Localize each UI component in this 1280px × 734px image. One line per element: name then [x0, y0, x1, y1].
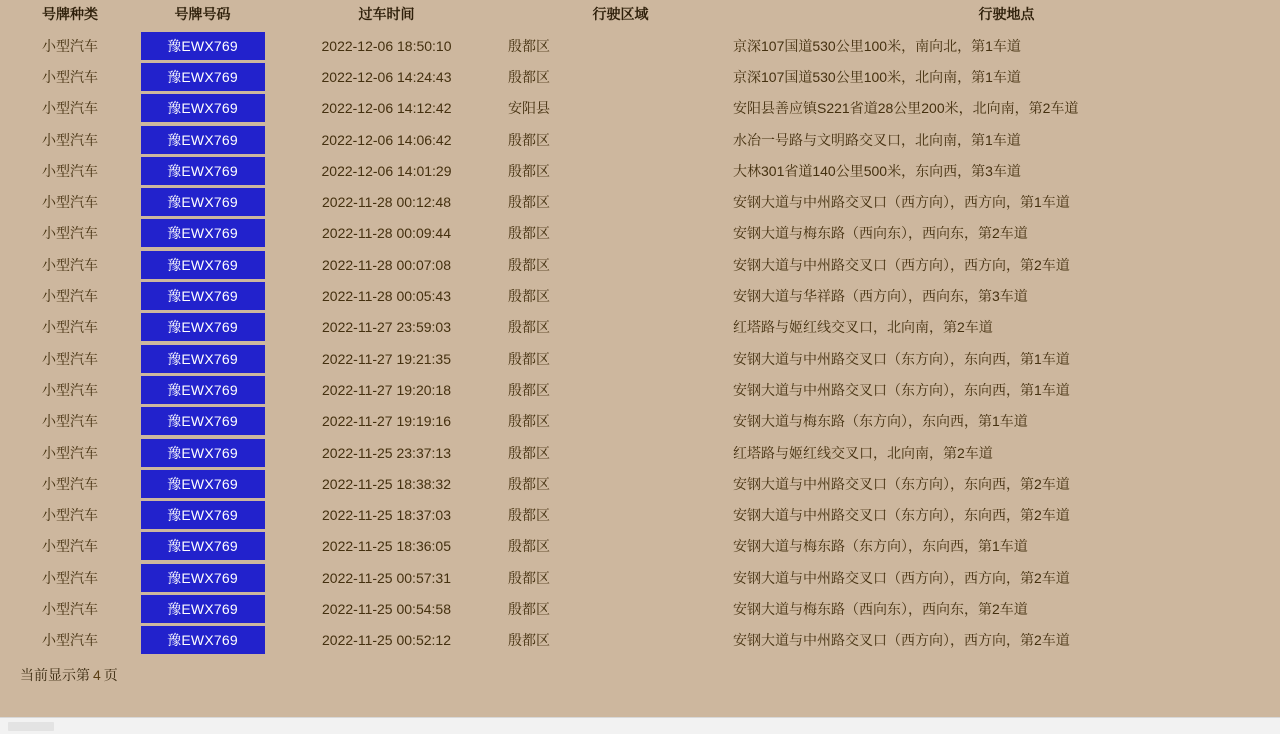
- plate-badge[interactable]: 豫EWX769: [141, 501, 265, 529]
- table-row[interactable]: [0, 499, 1280, 530]
- cell-plate-number: [140, 531, 265, 562]
- table-row[interactable]: [0, 124, 1280, 155]
- cell-pass-time: 2022-11-25 00:54:58: [322, 600, 451, 617]
- column-header-driving-area: 行驶区域: [592, 6, 649, 22]
- cell-driving-area: 殷都区: [508, 507, 550, 524]
- column-header-plate-type: 号牌种类: [42, 6, 98, 22]
- cell-pass-time: 2022-11-27 19:19:16: [322, 413, 451, 430]
- cell-pass-time: 2022-11-27 23:59:03: [322, 319, 451, 336]
- cell-plate-type: 小型汽车: [42, 538, 98, 555]
- table-row[interactable]: [0, 312, 1280, 343]
- table-row[interactable]: [0, 249, 1280, 280]
- cell-driving-area: 殷都区: [508, 413, 550, 430]
- cell-plate-type: 小型汽车: [42, 162, 98, 179]
- table-row[interactable]: [0, 93, 1280, 124]
- cell-plate-number: [140, 374, 265, 405]
- cell-plate-number: [140, 155, 265, 186]
- bottom-taskbar-strip: [0, 717, 1280, 734]
- cell-driving-area: 殷都区: [508, 68, 550, 85]
- cell-plate-type: 小型汽车: [42, 225, 98, 242]
- cell-plate-type: 小型汽车: [42, 288, 98, 305]
- table-row[interactable]: [0, 186, 1280, 217]
- cell-driving-place: 红塔路与姬红线交叉口，北向南，第2车道: [733, 444, 993, 461]
- cell-plate-number: [140, 218, 265, 249]
- cell-driving-place: 安阳县善应镇S221省道28公里200米，北向南，第2车道: [733, 100, 1079, 117]
- cell-driving-place: 安钢大道与梅东路（东方向），东向西，第1车道: [733, 538, 1028, 555]
- table-row[interactable]: [0, 343, 1280, 374]
- cell-plate-number: [140, 593, 265, 624]
- cell-driving-area: 殷都区: [508, 319, 550, 336]
- cell-driving-place: 安钢大道与中州路交叉口（西方向），西方向，第2车道: [733, 256, 1070, 273]
- table-row[interactable]: [0, 218, 1280, 249]
- cell-driving-place: 安钢大道与梅东路（西向东），西向东，第2车道: [733, 600, 1028, 617]
- table-row[interactable]: [0, 625, 1280, 656]
- cell-driving-area: 殷都区: [508, 162, 550, 179]
- cell-plate-number: [140, 499, 265, 530]
- cell-driving-area: 殷都区: [508, 632, 550, 649]
- plate-badge[interactable]: 豫EWX769: [141, 219, 265, 247]
- plate-badge[interactable]: 豫EWX769: [141, 157, 265, 185]
- cell-plate-type: 小型汽车: [42, 475, 98, 492]
- cell-pass-time: 2022-12-06 18:50:10: [321, 37, 452, 54]
- cell-driving-place: 安钢大道与华祥路（西方向），西向东，第3车道: [733, 288, 1028, 305]
- cell-plate-number: [140, 562, 265, 593]
- cell-plate-number: [140, 249, 265, 280]
- table-header: [0, 0, 1280, 30]
- plate-badge[interactable]: 豫EWX769: [141, 626, 265, 654]
- cell-plate-number: [140, 406, 265, 437]
- cell-driving-area: 殷都区: [508, 569, 550, 586]
- plate-badge[interactable]: 豫EWX769: [141, 126, 265, 154]
- taskbar-item-placeholder[interactable]: [8, 722, 54, 731]
- pagination-suffix: 页: [103, 666, 118, 683]
- cell-pass-time: 2022-11-27 19:21:35: [322, 350, 451, 367]
- cell-pass-time: 2022-11-25 00:52:12: [322, 632, 451, 649]
- cell-plate-type: 小型汽车: [42, 381, 98, 398]
- cell-driving-place: 京深107国道530公里100米，南向北，第1车道: [733, 37, 1021, 54]
- cell-driving-area: 殷都区: [508, 131, 550, 148]
- cell-plate-type: 小型汽车: [42, 100, 98, 117]
- cell-driving-area: 殷都区: [508, 381, 550, 398]
- cell-driving-area: 殷都区: [508, 288, 550, 305]
- cell-driving-area: 殷都区: [508, 538, 550, 555]
- plate-badge[interactable]: 豫EWX769: [141, 407, 265, 435]
- cell-pass-time: 2022-11-25 18:36:05: [322, 538, 451, 555]
- cell-driving-place: 安钢大道与梅东路（西向东），西向东，第2车道: [733, 225, 1028, 242]
- cell-pass-time: 2022-11-25 18:38:32: [322, 475, 451, 492]
- table-row[interactable]: [0, 280, 1280, 311]
- plate-badge[interactable]: 豫EWX769: [141, 532, 265, 560]
- cell-driving-area: 殷都区: [508, 475, 550, 492]
- table-row[interactable]: [0, 61, 1280, 92]
- table-row[interactable]: [0, 406, 1280, 437]
- cell-driving-place: 红塔路与姬红线交叉口，北向南，第2车道: [733, 319, 993, 336]
- table-row[interactable]: [0, 437, 1280, 468]
- cell-plate-number: [140, 312, 265, 343]
- pagination-prefix: 当前显示第: [20, 666, 90, 683]
- table-header-row: [0, 0, 1280, 30]
- cell-plate-number: [140, 468, 265, 499]
- cell-pass-time: 2022-12-06 14:24:43: [321, 68, 452, 85]
- cell-driving-area: 殷都区: [508, 600, 550, 617]
- cell-driving-place: 水冶一号路与文明路交叉口，北向南，第1车道: [733, 131, 1021, 148]
- cell-pass-time: 2022-11-28 00:07:08: [322, 256, 451, 273]
- table-row[interactable]: [0, 374, 1280, 405]
- plate-badge[interactable]: 豫EWX769: [141, 188, 265, 216]
- cell-plate-number: [140, 61, 265, 92]
- cell-driving-place: 安钢大道与中州路交叉口（西方向），西方向，第1车道: [733, 194, 1070, 211]
- table-row[interactable]: [0, 468, 1280, 499]
- plate-badge[interactable]: 豫EWX769: [141, 251, 265, 279]
- table-row[interactable]: [0, 562, 1280, 593]
- table-body: [0, 30, 1280, 656]
- cell-plate-type: 小型汽车: [42, 194, 98, 211]
- cell-driving-place: 安钢大道与中州路交叉口（东方向），东向西，第2车道: [733, 507, 1070, 524]
- cell-plate-type: 小型汽车: [42, 256, 98, 273]
- table-row[interactable]: [0, 30, 1280, 61]
- plate-badge[interactable]: 豫EWX769: [141, 345, 265, 373]
- table-row[interactable]: [0, 593, 1280, 624]
- plate-badge[interactable]: 豫EWX769: [141, 376, 265, 404]
- cell-plate-type: 小型汽车: [42, 632, 98, 649]
- cell-plate-number: [140, 280, 265, 311]
- cell-driving-place: 安钢大道与中州路交叉口（西方向），西方向，第2车道: [733, 632, 1070, 649]
- cell-driving-place: 安钢大道与梅东路（东方向），东向西，第1车道: [733, 413, 1028, 430]
- cell-pass-time: 2022-12-06 14:01:29: [321, 162, 452, 179]
- cell-pass-time: 2022-11-25 00:57:31: [322, 569, 451, 586]
- cell-driving-place: 安钢大道与中州路交叉口（东方向），东向西，第1车道: [733, 350, 1070, 367]
- table-row[interactable]: [0, 155, 1280, 186]
- cell-plate-number: [140, 30, 265, 61]
- plate-badge[interactable]: 豫EWX769: [141, 564, 265, 592]
- pagination-status: [0, 665, 1280, 685]
- cell-pass-time: 2022-11-28 00:05:43: [322, 288, 451, 305]
- cell-plate-type: 小型汽车: [42, 600, 98, 617]
- column-header-pass-time: 过车时间: [358, 6, 415, 22]
- plate-badge[interactable]: 豫EWX769: [141, 63, 265, 91]
- cell-driving-area: 殷都区: [508, 256, 550, 273]
- cell-driving-area: 殷都区: [508, 444, 550, 461]
- cell-plate-type: 小型汽车: [42, 413, 98, 430]
- cell-plate-number: [140, 437, 265, 468]
- cell-driving-place: 安钢大道与中州路交叉口（西方向），西方向，第2车道: [733, 569, 1070, 586]
- column-header-driving-place: 行驶地点: [978, 6, 1035, 22]
- plate-badge[interactable]: 豫EWX769: [141, 595, 265, 623]
- cell-pass-time: 2022-11-25 18:37:03: [322, 507, 451, 524]
- plate-badge[interactable]: 豫EWX769: [141, 94, 265, 122]
- cell-driving-place: 安钢大道与中州路交叉口（东方向），东向西，第1车道: [733, 381, 1070, 398]
- plate-badge[interactable]: 豫EWX769: [141, 32, 265, 60]
- plate-badge[interactable]: 豫EWX769: [141, 439, 265, 467]
- cell-plate-type: 小型汽车: [42, 569, 98, 586]
- cell-driving-area: 殷都区: [508, 37, 550, 54]
- cell-driving-area: 安阳县: [508, 100, 550, 117]
- cell-driving-area: 殷都区: [508, 194, 550, 211]
- cell-plate-type: 小型汽车: [42, 131, 98, 148]
- cell-driving-place: 京深107国道530公里100米，北向南，第1车道: [733, 68, 1021, 85]
- cell-plate-type: 小型汽车: [42, 68, 98, 85]
- table-row[interactable]: [0, 531, 1280, 562]
- cell-plate-type: 小型汽车: [42, 444, 98, 461]
- cell-driving-area: 殷都区: [508, 350, 550, 367]
- cell-plate-type: 小型汽车: [42, 37, 98, 54]
- cell-pass-time: 2022-11-27 19:20:18: [322, 381, 451, 398]
- cell-driving-area: 殷都区: [508, 225, 550, 242]
- cell-plate-number: [140, 93, 265, 124]
- cell-pass-time: 2022-12-06 14:12:42: [321, 100, 452, 117]
- cell-plate-number: [140, 625, 265, 656]
- plate-badge[interactable]: 豫EWX769: [141, 313, 265, 341]
- column-header-plate-number: 号牌号码: [174, 6, 231, 22]
- cell-pass-time: 2022-12-06 14:06:42: [321, 131, 452, 148]
- cell-plate-type: 小型汽车: [42, 350, 98, 367]
- cell-pass-time: 2022-11-28 00:12:48: [322, 194, 451, 211]
- cell-plate-type: 小型汽车: [42, 319, 98, 336]
- cell-plate-number: [140, 124, 265, 155]
- cell-pass-time: 2022-11-28 00:09:44: [322, 225, 451, 242]
- plate-badge[interactable]: 豫EWX769: [141, 470, 265, 498]
- cell-driving-place: 大林301省道140公里500米，东向西，第3车道: [733, 162, 1021, 179]
- pagination-page-number: 4: [93, 666, 101, 683]
- cell-pass-time: 2022-11-25 23:37:13: [322, 444, 451, 461]
- cell-plate-type: 小型汽车: [42, 507, 98, 524]
- cell-driving-place: 安钢大道与中州路交叉口（东方向），东向西，第2车道: [733, 475, 1070, 492]
- plate-badge[interactable]: 豫EWX769: [141, 282, 265, 310]
- cell-plate-number: [140, 186, 265, 217]
- cell-plate-number: [140, 343, 265, 374]
